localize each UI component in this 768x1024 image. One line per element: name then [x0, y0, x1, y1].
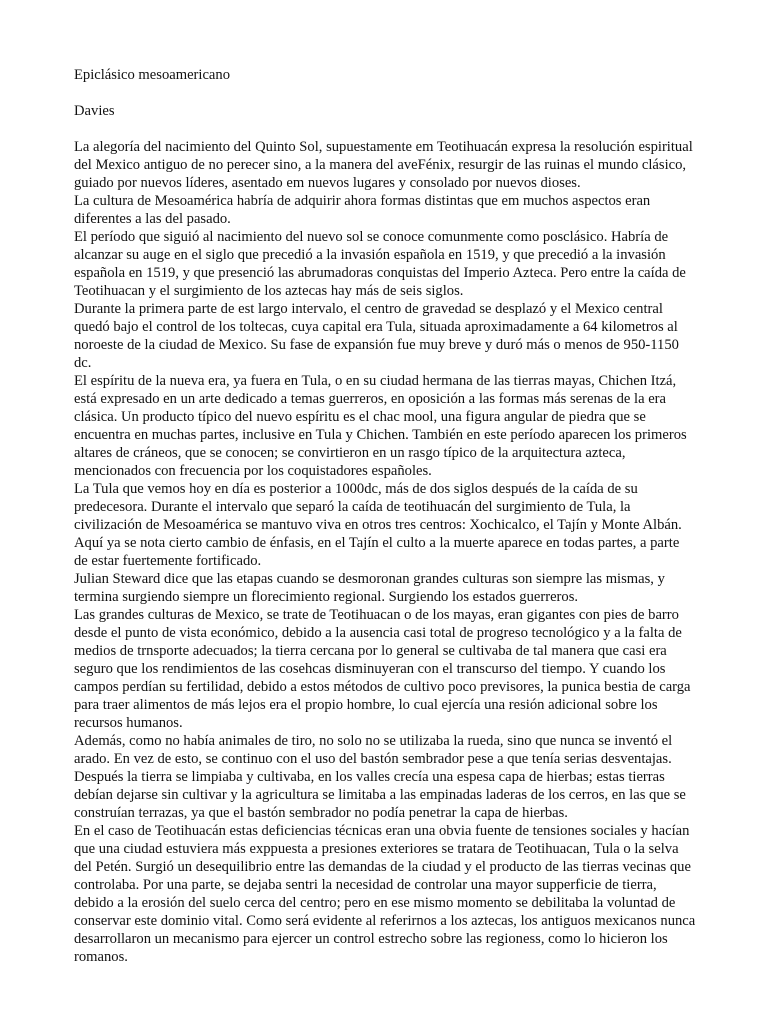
- paragraph: La alegoría del nacimiento del Quinto Sol, supuestamente em Teotihuacán expresa la resolución espiritual del Mexico antiguo de no perecer sino, a la manera del aveFénix, resurgir de las ruinas el mundo clásico, guiado por nuevos líderes, asentado em nuevos lugares y consolado por nuevos dioses.: [74, 139, 693, 191]
- paragraph: La Tula que vemos hoy en día es posterior a 1000dc, más de dos siglos después de la caída de su predecesora. Durante el intervalo que separó la caída de teotihuacán del surgimiento de Tula, la civilización de Mesoamérica se mantuvo viva en otros tres centros: Xochicalco, el Tajín y Monte Albán. Aquí ya se nota cierto cambio de énfasis, en el Tajín el culto a la muerte aparece en todas partes, a parte de estar fuertemente fortificado.: [74, 481, 682, 569]
- paragraph: Además, como no había animales de tiro, no solo no se utilizaba la rueda, sino que nunca se inventó el arado. En vez de esto, se continuo con el uso del bastón sembrador pese a que tenía serias desventajas. Después la tierra se limpiaba y cultivaba, en los valles crecía una espesa capa de hierbas; estas tierras debían dejarse sin cultivar y la agricultura se limitaba a las empinadas laderas de los cerros, en las que se construían terrazas, ya que el bastón sembrador no podía penetrar la capa de hierbas.: [74, 733, 686, 821]
- paragraph: El período que siguió al nacimiento del nuevo sol se conoce comunmente como posclásico. Habría de alcanzar su auge en el siglo que precedió a la invasión española en 1519, y que precedió a la invasión española en 1519, y que presenció las abrumadoras conquistas del Imperio Azteca. Pero entre la caída de Teotihuacan y el surgimiento de los aztecas hay más de seis siglos.: [74, 229, 686, 299]
- document-author: Davies: [74, 103, 115, 119]
- paragraph: El espíritu de la nueva era, ya fuera en Tula, o en su ciudad hermana de las tierras mayas, Chichen Itzá, está expresado en un arte dedicado a temas guerreros, en oposición a las formas más serenas de la era clásica. Un producto típico del nuevo espíritu es el chac mool, una figura angular de piedra que se encuentra en muchas partes, inclusive en Tula y Chichen. También en este período aparecen los primeros altares de cráneos, que se conocen; se convirtieron en un rasgo típico de la arquitectura azteca, mencionados con frecuencia por los coquistadores españoles.: [74, 373, 687, 479]
- paragraph: Durante la primera parte de est largo intervalo, el centro de gravedad se desplazó y el Mexico central quedó bajo el control de los toltecas, cuya capital era Tula, situada aproximadamente a 64 kilometros al noroeste de la ciudad de Mexico. Su fase de expansión fue muy breve y duró más o menos de 950-1150 dc.: [74, 301, 679, 371]
- document-body: [74, 66, 696, 966]
- document-title: Epiclásico mesoamericano: [74, 67, 231, 83]
- paragraph: La cultura de Mesoamérica habría de adquirir ahora formas distintas que em muchos aspectos eran diferentes a las del pasado.: [74, 193, 651, 227]
- paragraph: Julian Steward dice que las etapas cuando se desmoronan grandes culturas son siempre las mismas, y termina surgiendo siempre un florecimiento regional. Surgiendo los estados guerreros.: [74, 571, 665, 605]
- paragraph: En el caso de Teotihuacán estas deficiencias técnicas eran una obvia fuente de tensiones sociales y hacían que una ciudad estuviera más exppuesta a presiones exteriores se tratara de Teotihuacan, Tula o la selva del Petén. Surgió un desequilibrio entre las demandas de la ciudad y el producto de las tierras vecinas que controlaba. Por una parte, se dejaba sentri la necesidad de controlar una mayor supperficie de tierra, debido a la erosión del suelo cerca del centro; pero en ese mismo momento se debilitaba la voluntad de conservar este dominio vital. Como será evidente al referirnos a los aztecas, los antiguos mexicanos nunca desarrollaron un mecanismo para ejercer un control estrecho sobre las regioness, como lo hicieron los romanos.: [74, 823, 696, 965]
- paragraph: Las grandes culturas de Mexico, se trate de Teotihuacan o de los mayas, eran gigantes con pies de barro desde el punto de vista económico, debido a la ausencia casi total de progreso tecnológico y a la falta de medios de trnsporte adecuados; la tierra cercana por lo general se cultivaba de tal manera que casi era seguro que los rendimientos de las cosehcas disminuyeran con el transcurso del tiempo. Y cuando los campos perdían su fertilidad, debido a estos métodos de cultivo poco previsores, la punica bestia de carga para traer alimentos de más lejos era el propio hombre, lo cual ejercía una resión adicional sobre los recursos humanos.: [74, 607, 691, 731]
